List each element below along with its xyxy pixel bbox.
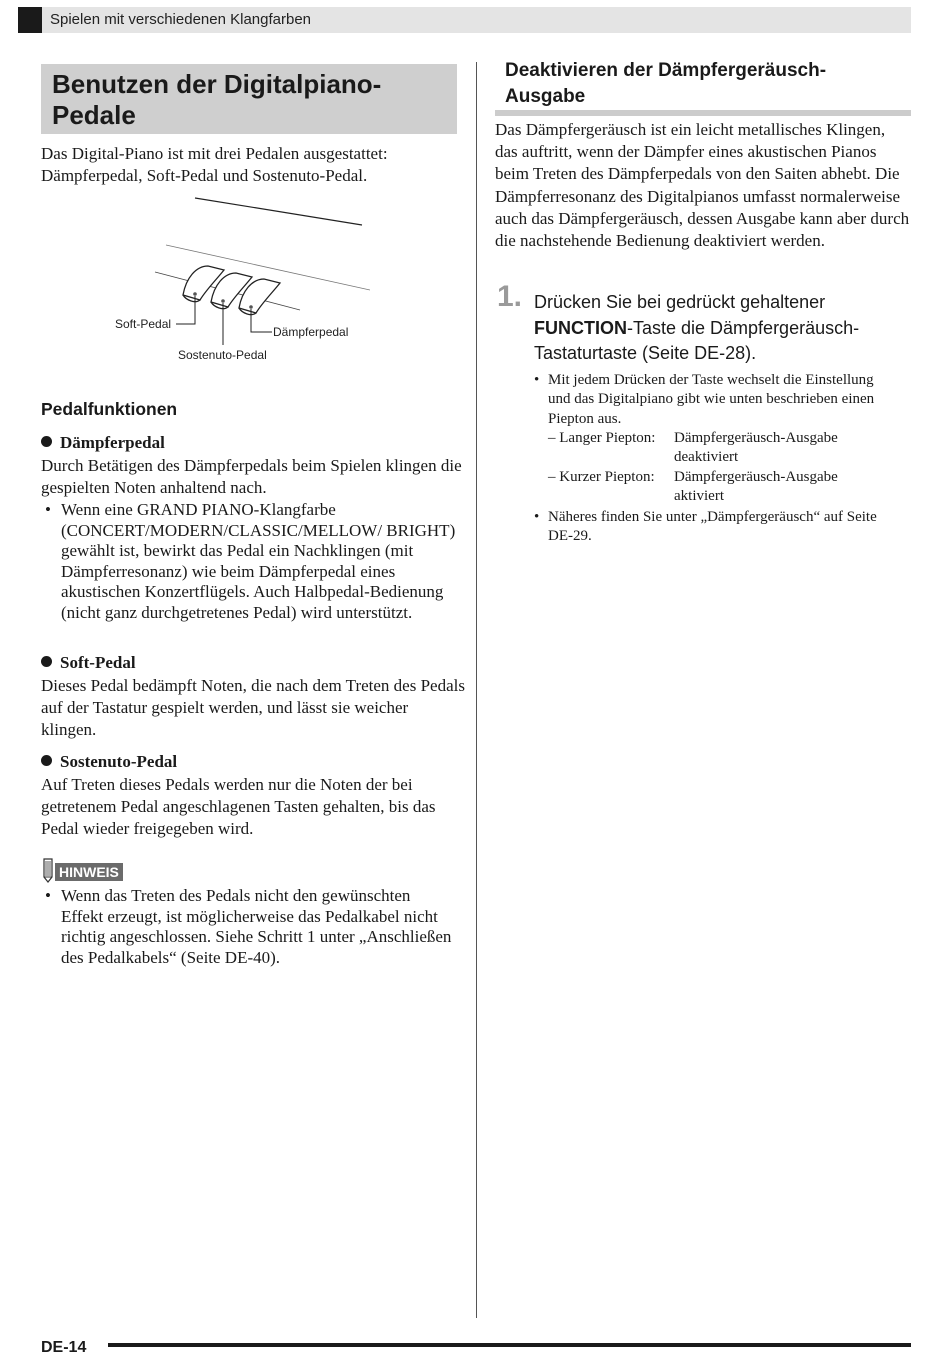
intro-paragraph: Das Digital-Piano ist mit drei Pedalen ausgestattet: Dämpferpedal, Soft-Pedal und Sostenuto-Pedal.: [41, 144, 388, 185]
running-header: [18, 7, 911, 33]
bullet-dot-icon: [41, 755, 52, 766]
soft-heading: [41, 653, 136, 673]
step-instruction: [534, 290, 904, 367]
subsection-heading: Pedalfunktionen: [41, 399, 178, 419]
damper-bullet-text: Wenn eine GRAND PIANO-Klangfarbe (CONCERT/MODERN/CLASSIC/MELLOW/ BRIGHT) gewählt ist, bewirkt das Pedal ein Nachklingen (mit Dämpferresonanz) wie beim Dämpferpedal eines akustischen Konzertflügels. Auch Halbpedal-Bedienung (nicht ganz durchgetretenes Pedal) wird unterstützt.: [61, 500, 456, 622]
page-number: DE-14: [41, 1339, 87, 1356]
bullet-dot-icon: [41, 656, 52, 667]
column-divider: [476, 62, 477, 1318]
sostenuto-text: Auf Treten dieses Pedals werden nur die Noten der bei getretenem Pedal angeschlagenen Tasten gehalten, bis das Pedal wieder freigegeben wird.: [41, 775, 436, 838]
bullet-point-icon: •: [45, 886, 51, 905]
header-marker: [18, 7, 42, 33]
step-bullet-1-text: Mit jedem Drücken der Taste wechselt die Einstellung und das Digitalpiano gibt wie unten beschrieben einen Piepton aus.: [548, 372, 875, 427]
bullet-point-icon: •: [45, 500, 51, 519]
damper-text: Durch Betätigen des Dämpferpedals beim Spielen klingen die gespielten Noten anhaltend nach.: [41, 456, 462, 497]
step-text-after: -Taste die Dämpfergeräusch-Tastaturtaste (Seite DE-28).: [534, 317, 860, 363]
long-beep-value: Dämpfergeräusch-Ausgabe deaktiviert: [674, 430, 838, 466]
step-number: 1.: [497, 280, 523, 313]
soft-pedal-label: Soft-Pedal: [115, 317, 172, 331]
note-bullet-text: Wenn das Treten des Pedals nicht den gewünschten Effekt erzeugt, ist möglicherweise das Pedalkabel nicht richtig angeschlossen. Siehe Schritt 1 unter „Anschließen des Pedalkabels“ (Seite DE-40).: [61, 886, 452, 967]
bullet-dot-icon: [41, 436, 52, 447]
short-beep-value: Dämpfergeräusch-Ausgabe aktiviert: [674, 469, 838, 505]
sostenuto-heading: [41, 752, 177, 772]
damper-heading-text: Dämpferpedal: [60, 433, 165, 452]
pedal-drawing: [100, 190, 370, 370]
damper-bullet: [45, 500, 456, 623]
function-key-name: FUNCTION: [534, 317, 627, 338]
section-title-box: [41, 64, 457, 134]
note-tag: HINWEIS: [55, 863, 123, 881]
short-beep-row: [548, 468, 888, 508]
section-title: [52, 69, 381, 131]
section-title-line2: Pedale: [52, 100, 136, 130]
damper-heading: [41, 433, 165, 453]
step-bullet-1: [534, 371, 888, 429]
short-beep-label: – Kurzer Piepton:: [548, 469, 655, 485]
bullet-point-icon: •: [534, 509, 540, 525]
note-bullet: [45, 886, 456, 968]
step-bullet-2-text: Näheres finden Sie unter „Dämpfergeräusch“ auf Seite DE-29.: [548, 509, 877, 545]
step-text-before: Drücken Sie bei gedrückt gehaltener: [534, 292, 826, 312]
sostenuto-pedal-label: Sostenuto-Pedal: [178, 348, 267, 362]
soft-text: Dieses Pedal bedämpft Noten, die nach dem Treten des Pedals auf der Tastatur gespielt werden, und lässt sie weicher klingen.: [41, 676, 465, 739]
header-title: Spielen mit verschiedenen Klangfarben: [50, 11, 311, 28]
step-bullet-2: [534, 508, 888, 547]
title-underline: [495, 110, 911, 116]
pedal-illustration: [100, 190, 370, 370]
sostenuto-heading-text: Sostenuto-Pedal: [60, 752, 178, 771]
section-title-line1: Benutzen der Digitalpiano-: [52, 69, 382, 99]
footer-rule: [108, 1343, 911, 1347]
soft-heading-text: Soft-Pedal: [60, 653, 136, 672]
long-beep-label: – Langer Piepton:: [548, 430, 656, 446]
bullet-point-icon: •: [534, 372, 540, 388]
damper-pedal-label: Dämpferpedal: [273, 325, 349, 339]
right-intro-paragraph: Das Dämpfergeräusch ist ein leicht metallisches Klingen, das auftritt, wenn der Dämpfer eines akustischen Pianos beim Treten des Dämpferpedals von den Saiten abhebt. Die Dämpferresonanz des Digitalpianos umfasst normalerweise auch das Dämpfergeräusch, dessen Ausgabe kann aber durch die nachstehende Bedienung deaktiviert werden.: [495, 120, 910, 251]
right-section-title: Deaktivieren der Dämpfergeräusch-Ausgabe: [505, 60, 827, 107]
long-beep-row: [548, 429, 888, 469]
